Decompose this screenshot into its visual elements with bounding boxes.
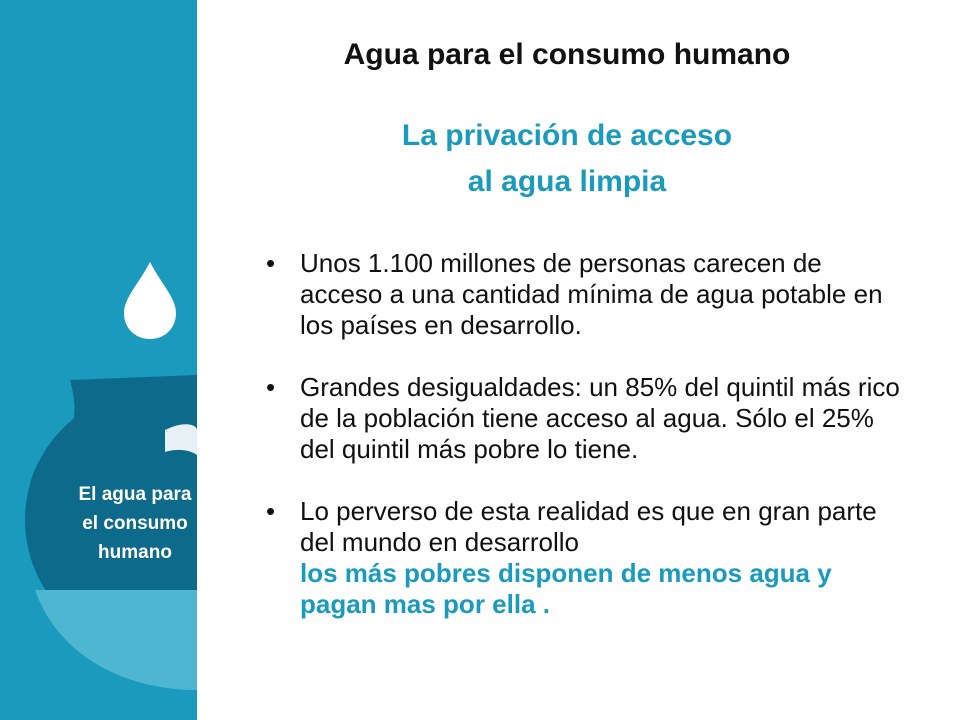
water-drop-icon (124, 262, 176, 339)
subtitle-line-2: al agua limpia (467, 165, 667, 198)
flask-illustration (0, 0, 197, 720)
bullet-marker: • (266, 248, 276, 278)
bullet-marker: • (266, 496, 276, 526)
subtitle-line-1: La privación de acceso (401, 119, 733, 152)
bullet-text: Unos 1.100 millones de personas carecen de acceso a una cantidad mínima de agua potable en los países en desarrollo. (300, 248, 883, 340)
page-title: Agua para el consumo humano (343, 38, 791, 71)
bullet-marker: • (266, 372, 276, 402)
page-subtitle (197, 113, 937, 205)
bullet-highlight-text: los más pobres disponen de menos agua y pagan mas por ella . (300, 558, 832, 619)
bullet-list (262, 248, 902, 651)
bullet-text: Lo perverso de esta realidad es que en gran parte del mundo en desarrollo (300, 496, 877, 557)
bullet-text: Grandes desigualdades: un 85% del quintil más rico de la población tiene acceso al agua. Sólo el 25% del quintil más pobre lo tiene. (300, 372, 900, 464)
bullet-item (262, 372, 902, 465)
sidebar-label: El agua para el consumo humano (78, 484, 192, 563)
bullet-item (262, 248, 902, 341)
sidebar (0, 0, 197, 720)
bullet-item (262, 496, 902, 620)
